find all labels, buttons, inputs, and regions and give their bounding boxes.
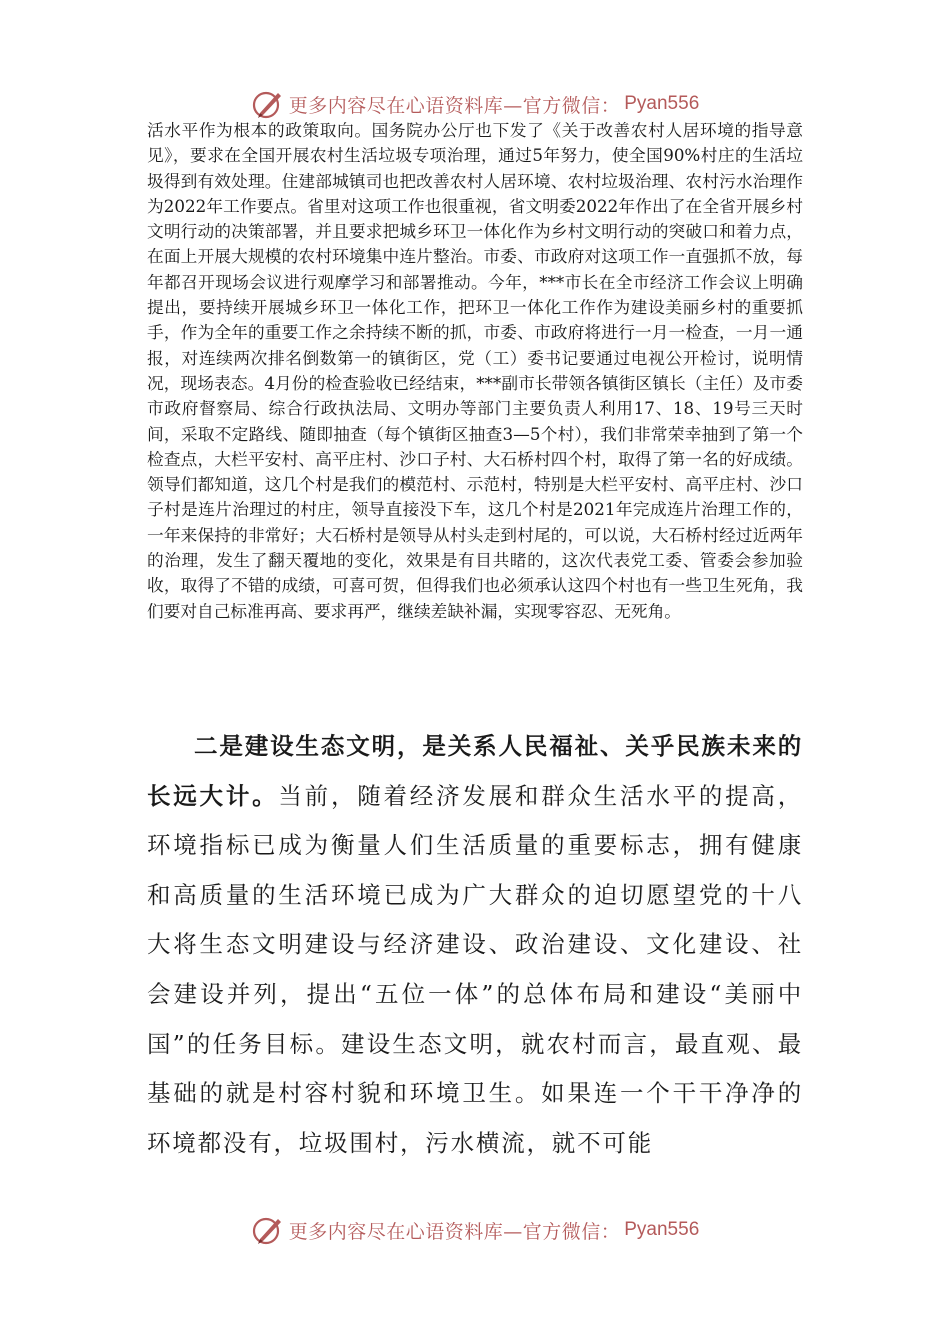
footer-watermark — [0, 1210, 950, 1250]
pen-logo-icon — [251, 87, 285, 121]
paragraph-2-lead-sentence: 二是建设生态文明，是关系人民福祉、关乎民族未来的长远大计。 — [147, 732, 803, 810]
watermark-wechat-id: Pyan556 — [624, 1219, 700, 1240]
body-paragraph-1: 活水平作为根本的政策取向。国务院办公厅也下发了《关于改善农村人居环境的指导意见》，要求在全国开展农村生活垃圾专项治理，通过5年努力，使全国90%村庄的生活垃圾得到有效处理。住建部城镇司也把改善农村人居环境、农村垃圾治理、农村污水治理作为2022年工作要点。省里对这项工作也很重视，省文明委2022年作出了在全省开展乡村文明行动的决策部署，并且要求把城乡环卫一体化作为乡村文明行动的突破口和着力点，在面上开展大规模的农村环境集中连片整治。市委、市政府对这项工作一直强抓不放，每年都召开现场会议进行观摩学习和部署推动。今年，***市长在全市经济工作会议上明确提出，要持续开展城乡环卫一体化工作，把环卫一体化工作作为建设美丽乡村的重要抓手，作为全年的重要工作之余持续不断的抓，市委、市政府将进行一月一检查，一月一通报，对连续两次排名倒数第一的镇街区，党（工）委书记要通过电视公开检讨，说明情况，现场表态。4月份的检查验收已经结束，***副市长带领各镇街区镇长（主任）及市委市政府督察局、综合行政执法局、文明办等部门主要负责人利用17、18、19号三天时间，采取不定路线、随即抽查（每个镇街区抽查3—5个村），我们非常荣幸抽到了第一个检查点，大栏平安村、高平庄村、沙口子村、大石桥村四个村，取得了第一名的好成绩。领导们都知道，这几个村是我们的模范村、示范村，特别是大栏平安村、高平庄村、沙口子村是连片治理过的村庄，领导直接没下车，这几个村是2021年完成连片治理工作的，一年来保持的非常好；大石桥村是领导从村头走到村尾的，可以说，大石桥村经过近两年的治理，发生了翻天覆地的变化，效果是有目共睹的，这次代表党工委、管委会参加验收，取得了不错的成绩，可喜可贺，但得我们也必须承认这四个村也有一些卫生死角，我们要对自己标准再高、要求再严，继续差缺补漏，实现零容忍、无死角。 — [147, 120, 803, 621]
body-paragraph-2 — [147, 722, 803, 1168]
pen-logo-icon — [251, 1213, 285, 1247]
watermark-wechat-id: Pyan556 — [624, 93, 700, 114]
paragraph-2-text: 当前，随着经济发展和群众生活水平的提高，环境指标已成为衡量人们生活质量的重要标志，拥有健康和高质量的生活环境已成为广大群众的迫切愿望党的十八大将生态文明建设与经济建设、政治建设、文化建设、社会建设并列，提出“五位一体”的总体布局和建设“美丽中国”的任务目标。建设生态文明，就农村而言，最直观、最基础的就是村容村貌和环境卫生。如果连一个干干净净的环境都没有，垃圾围村，污水横流，就不可能 — [147, 781, 804, 1157]
watermark-text: 更多内容尽在心语资料库—官方微信： — [288, 1220, 621, 1243]
watermark-text: 更多内容尽在心语资料库—官方微信： — [288, 94, 621, 117]
